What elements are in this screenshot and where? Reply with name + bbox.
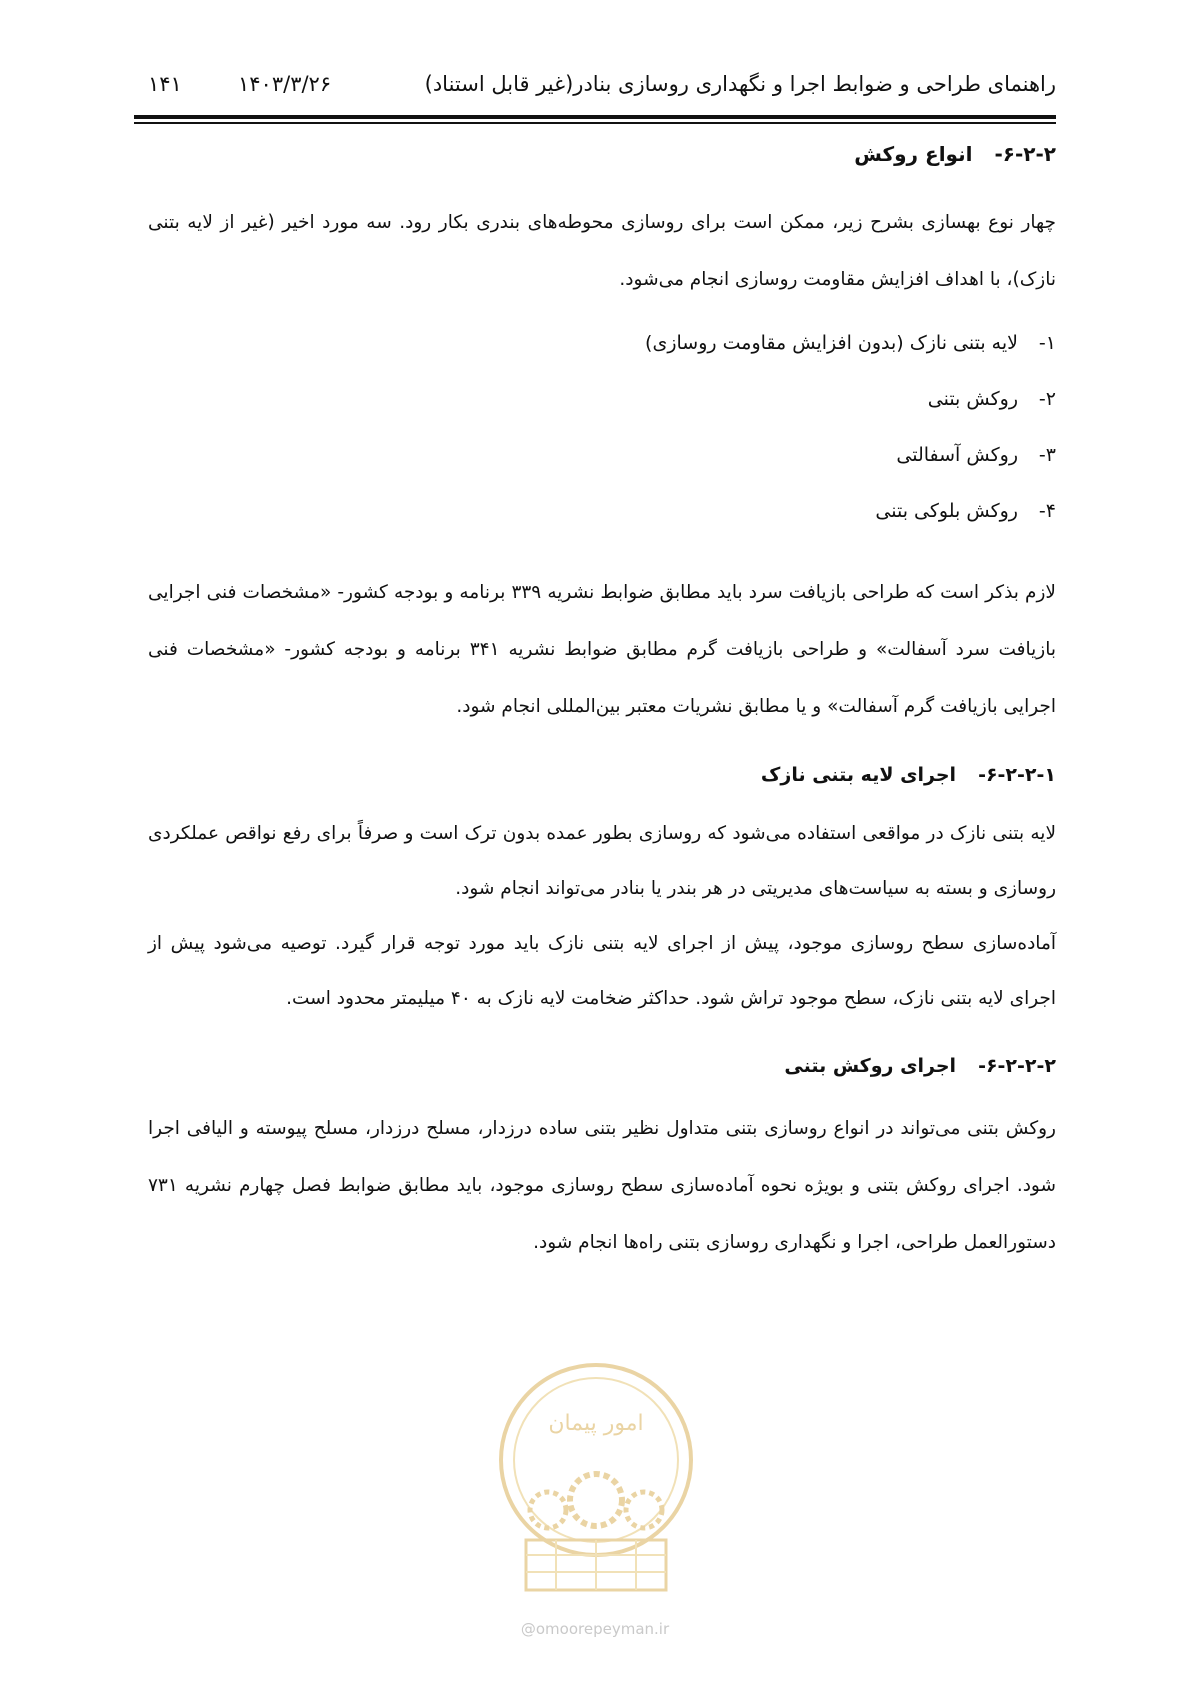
page-number: ۱۴۱ — [148, 72, 182, 96]
header-rule-thin — [134, 122, 1056, 124]
section-heading-main — [854, 142, 1056, 166]
section-number: ۶-۲-۲- — [994, 142, 1056, 166]
section-title: انواع روکش — [854, 142, 973, 166]
section-1-paragraph-2: آماده‌سازی سطح روسازی موجود، پیش از اجرای لایه بتنی نازک باید مورد توجه قرار گیرد. توصیه می‌شود پیش از اجرای لایه بتنی نازک، سطح موجود تراش شود. حداکثر ضخامت لایه نازک به ۴۰ میلیمتر محدود است. — [148, 933, 1056, 1009]
intro-paragraph: چهار نوع بهسازی بشرح زیر، ممکن است برای روسازی محوطه‌های بندری بکار رود. سه مورد اخیر (غیر از لایه بتنی نازک)، با اهداف افزایش مقاومت روسازی انجام می‌شود. — [148, 212, 1056, 290]
svg-text:امور پیمان: امور پیمان — [548, 1411, 644, 1436]
section-2-paragraph: روکش بتنی می‌تواند در انواع روسازی بتنی متداول نظیر بتنی ساده درزدار، مسلح درزدار، مسلح پیوسته و الیافی اجرا شود. اجرای روکش بتنی و بویژه نحوه آماده‌سازی سطح روسازی موجود، باید مطابق ضوابط فصل چهارم نشریه ۷۳۱ دستورالعمل طراحی، اجرا و نگهداری روسازی بتنی راه‌ها انجام شود. — [148, 1118, 1056, 1253]
page-header — [134, 72, 1056, 108]
header-date: ۱۴۰۳/۳/۲۶ — [238, 72, 332, 96]
section-heading-2: ۶-۲-۲-۲-اجرای روکش بتنی — [784, 1055, 1056, 1077]
list-item: ۴-روکش بلوکی بتنی — [875, 500, 1056, 522]
section-1-paragraph-1: لایه بتنی نازک در مواقعی استفاده می‌شود که روسازی بطور عمده بدون ترک است و صرفاً برای رفع نواقص عملکردی روسازی و بسته به سیاست‌های مدیریتی در هر بندر یا بنادر می‌تواند انجام شود. — [148, 823, 1056, 899]
header-rule-thick — [134, 115, 1056, 119]
list-item: ۱-لایه بتنی نازک (بدون افزایش مقاومت روسازی) — [645, 332, 1056, 354]
list-item: ۲-روکش بتنی — [927, 388, 1056, 410]
recycling-paragraph: لازم بذکر است که طراحی بازیافت سرد باید مطابق ضوابط نشریه ۳۳۹ برنامه و بودجه کشور- «مشخصات فنی اجرایی بازیافت سرد آسفالت» و طراحی بازیافت گرم مطابق ضوابط نشریه ۳۴۱ برنامه و بودجه کشور- «مشخصات فنی اجرایی بازیافت گرم آسفالت» و یا مطابق نشریات معتبر بین‌المللی انجام شود. — [148, 582, 1056, 717]
list-item: ۳-روکش آسفالتی — [896, 444, 1056, 466]
section-heading-1: ۶-۲-۲-۱-اجرای لایه بتنی نازک — [760, 764, 1056, 786]
watermark-logo — [486, 1350, 706, 1630]
header-title: راهنمای طراحی و ضوابط اجرا و نگهداری روسازی بنادر(غیر قابل استناد) — [424, 72, 1056, 96]
watermark-caption: @omoorepeyman.ir — [520, 1620, 670, 1638]
